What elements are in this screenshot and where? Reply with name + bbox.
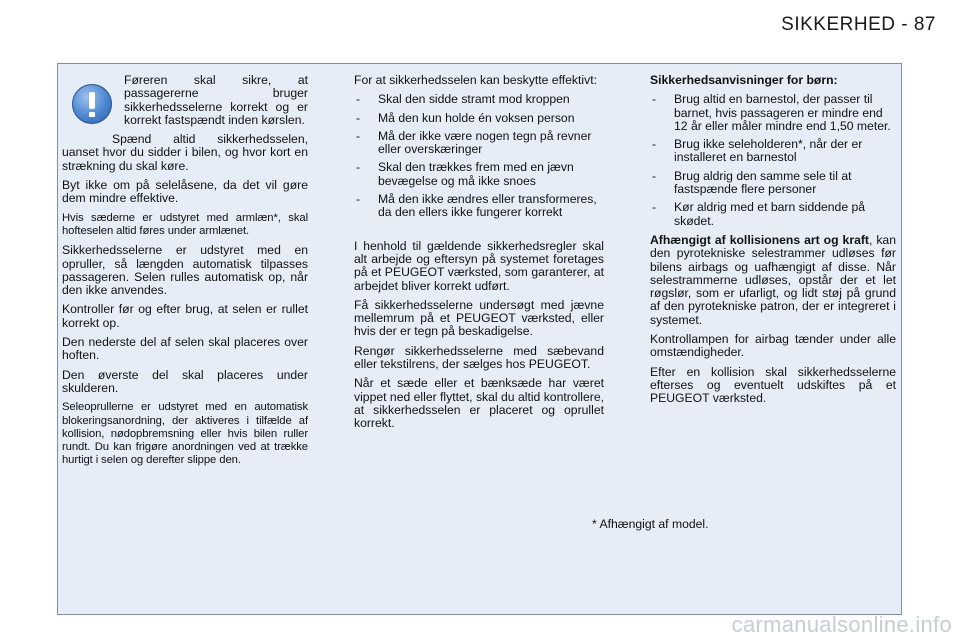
paragraph-inspection: Få sikkerhedsselerne undersøgt med jævne mellemrum på et PEUGEOT værksted, eller hvis der er tegn på beskadigelse. (354, 297, 604, 339)
paragraph-armrest: Hvis sæderne er udstyret med armlæn*, skal hofteselen altid føres under armlænet. (62, 211, 308, 237)
children-heading: Sikkerhedsanvisninger for børn: (650, 73, 838, 87)
exclamation-warning-icon (72, 84, 112, 124)
paragraph-after-collision: Efter en kollision skal sikkerhedsselerne efterses og eventuelt udskiftes på et PEUGEOT værksted. (650, 364, 896, 406)
paragraph-upper-part: Den øverste del skal placeres under skulderen. (62, 367, 308, 395)
pretensioner-bold-lead: Afhængigt af kollisionens art og kraft (650, 232, 869, 247)
paragraph-retractor: Sikkerhedsselerne er udstyret med en opruller, så længden automatisk tilpasses passageren. Selen rulles automatisk op, når den ikke anvendes. (62, 243, 308, 298)
paragraph-lower-part: Den nederste del af selen skal placeres over hoften. (62, 335, 308, 363)
list-item: - Kør aldrig med et barn siddende på skødet. (650, 201, 896, 228)
footnote: * Afhængigt af model. (592, 517, 709, 531)
paragraph-buckles: Byt ikke om på selelåsene, da det vil gøre dem mindre effektive. (62, 178, 308, 206)
paragraph-driver-responsibility: Føreren skal sikre, at passagererne bruger sikkerhedsselerne korrekt og er korrekt fastspændt inden kørslen. (124, 73, 308, 127)
paragraph-airbag-lamp: Kontrollampen for airbag tænder under alle omstændigheder. (650, 332, 896, 360)
paragraph-blocking-device: Seleoprullerne er udstyret med en automatisk blokeringsanordning, der aktiveres i tilfælde af kollision, nødopbremsning eller hvis bilen ruller rundt. Du kan frigøre anordningen ved at trække hurtigt i selen og derefter slippe den. (62, 401, 308, 467)
paragraph-pretensioner (650, 234, 896, 327)
effectiveness-list (354, 93, 604, 219)
column-middle (354, 74, 604, 437)
page-header: SIKKERHED - 87 (781, 14, 936, 35)
paragraph-seat-moved: Når et sæde eller et bænksæde har været vippet ned eller flyttet, skal du altid kontrollere, at sikkerhedsselen er placeret og oprullet korrekt. (354, 376, 604, 431)
info-panel (57, 63, 902, 615)
list-item: - Brug ikke seleholderen*, når der er installeret en barnestol (650, 138, 896, 165)
list-item: - Skal den trækkes frem med en jævn bevægelse og må ikke snoes (354, 161, 604, 188)
list-item: - Må den ikke ændres eller transformeres, da den ellers ikke fungerer korrekt (354, 193, 604, 220)
list-item: - Brug altid en barnestol, der passer til barnet, hvis passageren er mindre end 12 år eller måler mindre end 1,50 meter. (650, 93, 896, 133)
paragraph-check-rolled: Kontroller før og efter brug, at selen er rullet korrekt op. (62, 302, 308, 330)
column-right (650, 74, 896, 412)
list-item: - Må den kun holde én voksen person (354, 112, 604, 125)
children-list (650, 93, 896, 228)
watermark: carmanualsonline.info (731, 612, 952, 637)
list-item: - Brug aldrig den samme sele til at fastspænde flere personer (650, 170, 896, 197)
paragraph-always-buckle: Spænd altid sikkerhedsselen, uanset hvor du sidder i bilen, og hvor kort en strækning du skal køre. (62, 132, 308, 173)
list-item: - Må der ikke være nogen tegn på revner eller overskæringer (354, 130, 604, 157)
effectiveness-intro: For at sikkerhedsselen kan beskytte effektivt: (354, 73, 597, 87)
column-left (62, 74, 308, 474)
list-item: - Skal den sidde stramt mod kroppen (354, 93, 604, 106)
paragraph-cleaning: Rengør sikkerhedsselerne med sæbevand eller tekstilrens, der sælges hos PEUGEOT. (354, 343, 604, 372)
pretensioner-text: , kan den pyrotekniske selestrammer udløses før bilens airbags og uafhængigt af disse. Når selestrammerne udløses, opstår der et let røgslør, som er ufarligt, og lidt støj på grund af den pyrotekniske patron, der er integreret i systemet. (650, 232, 896, 327)
paragraph-regulations: I henhold til gældende sikkerhedsregler skal alt arbejde og eftersyn på systemet foretages på et PEUGEOT værksted, som garanterer, at arbejdet bliver korrekt udført. (354, 238, 604, 293)
